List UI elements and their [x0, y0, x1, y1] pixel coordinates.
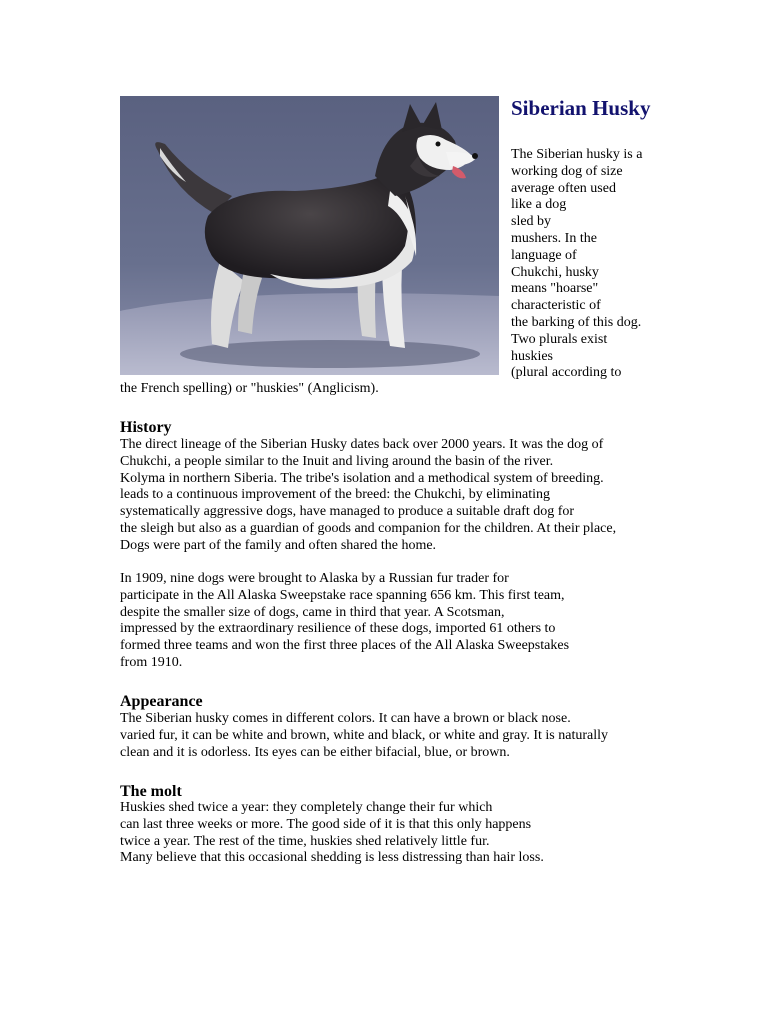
history-paragraph-1: The direct lineage of the Siberian Husky dates back over 2000 years. It was the dog of Chukchi, a people similar to the Inuit and living around the basin of the river. Kolyma in northern Siberia. The tribe's isolation and a methodical system of breeding. leads to a continuous improvement of the breed: the Chukchi, by eliminating systematically aggressive dogs, have managed to produce a suitable draft dog for the sleigh but also as a guardian of goods and companion for the children. At their place, Dogs were part of the family and often shared the home. [120, 437, 617, 553]
history-heading: History [120, 419, 172, 436]
siberian-husky-photo [120, 96, 499, 375]
intro-paragraph-continuation: the French spelling) or "huskies" (Anglicism). [120, 381, 379, 396]
history-paragraph-2: In 1909, nine dogs were brought to Alaska by a Russian fur trader for participate in the All Alaska Sweepstake race spanning 656 km. This first team, despite the smaller size of dogs, came in third that year. A Scotsman, impressed by the extraordinary resilience of these dogs, imported 61 others to formed three teams and won the first three places of the All Alaska Sweepstakes from 1910. [120, 571, 570, 670]
appearance-paragraph: The Siberian husky comes in different colors. It can have a brown or black nose. varied fur, it can be white and brown, white and black, or white and gray. It is naturally clean and it is odorless. Its eyes can be either bifacial, blue, or brown. [120, 711, 608, 760]
page-title: Siberian Husky [511, 96, 651, 120]
molt-heading: The molt [120, 783, 182, 800]
molt-paragraph: Huskies shed twice a year: they completely change their fur which can last three weeks or more. The good side of it is that this only happens twice a year. The rest of the time, huskies shed relatively little fur. Many believe that this occasional shedding is less distressing than hair loss. [120, 800, 544, 866]
appearance-heading: Appearance [120, 693, 203, 710]
intro-paragraph: The Siberian husky is a working dog of size average often used like a dog sled by mushers. In the language of Chukchi, husky means "hoarse" characteristic of the barking of this dog. Two plurals exist huskies (plural according to [511, 147, 643, 381]
